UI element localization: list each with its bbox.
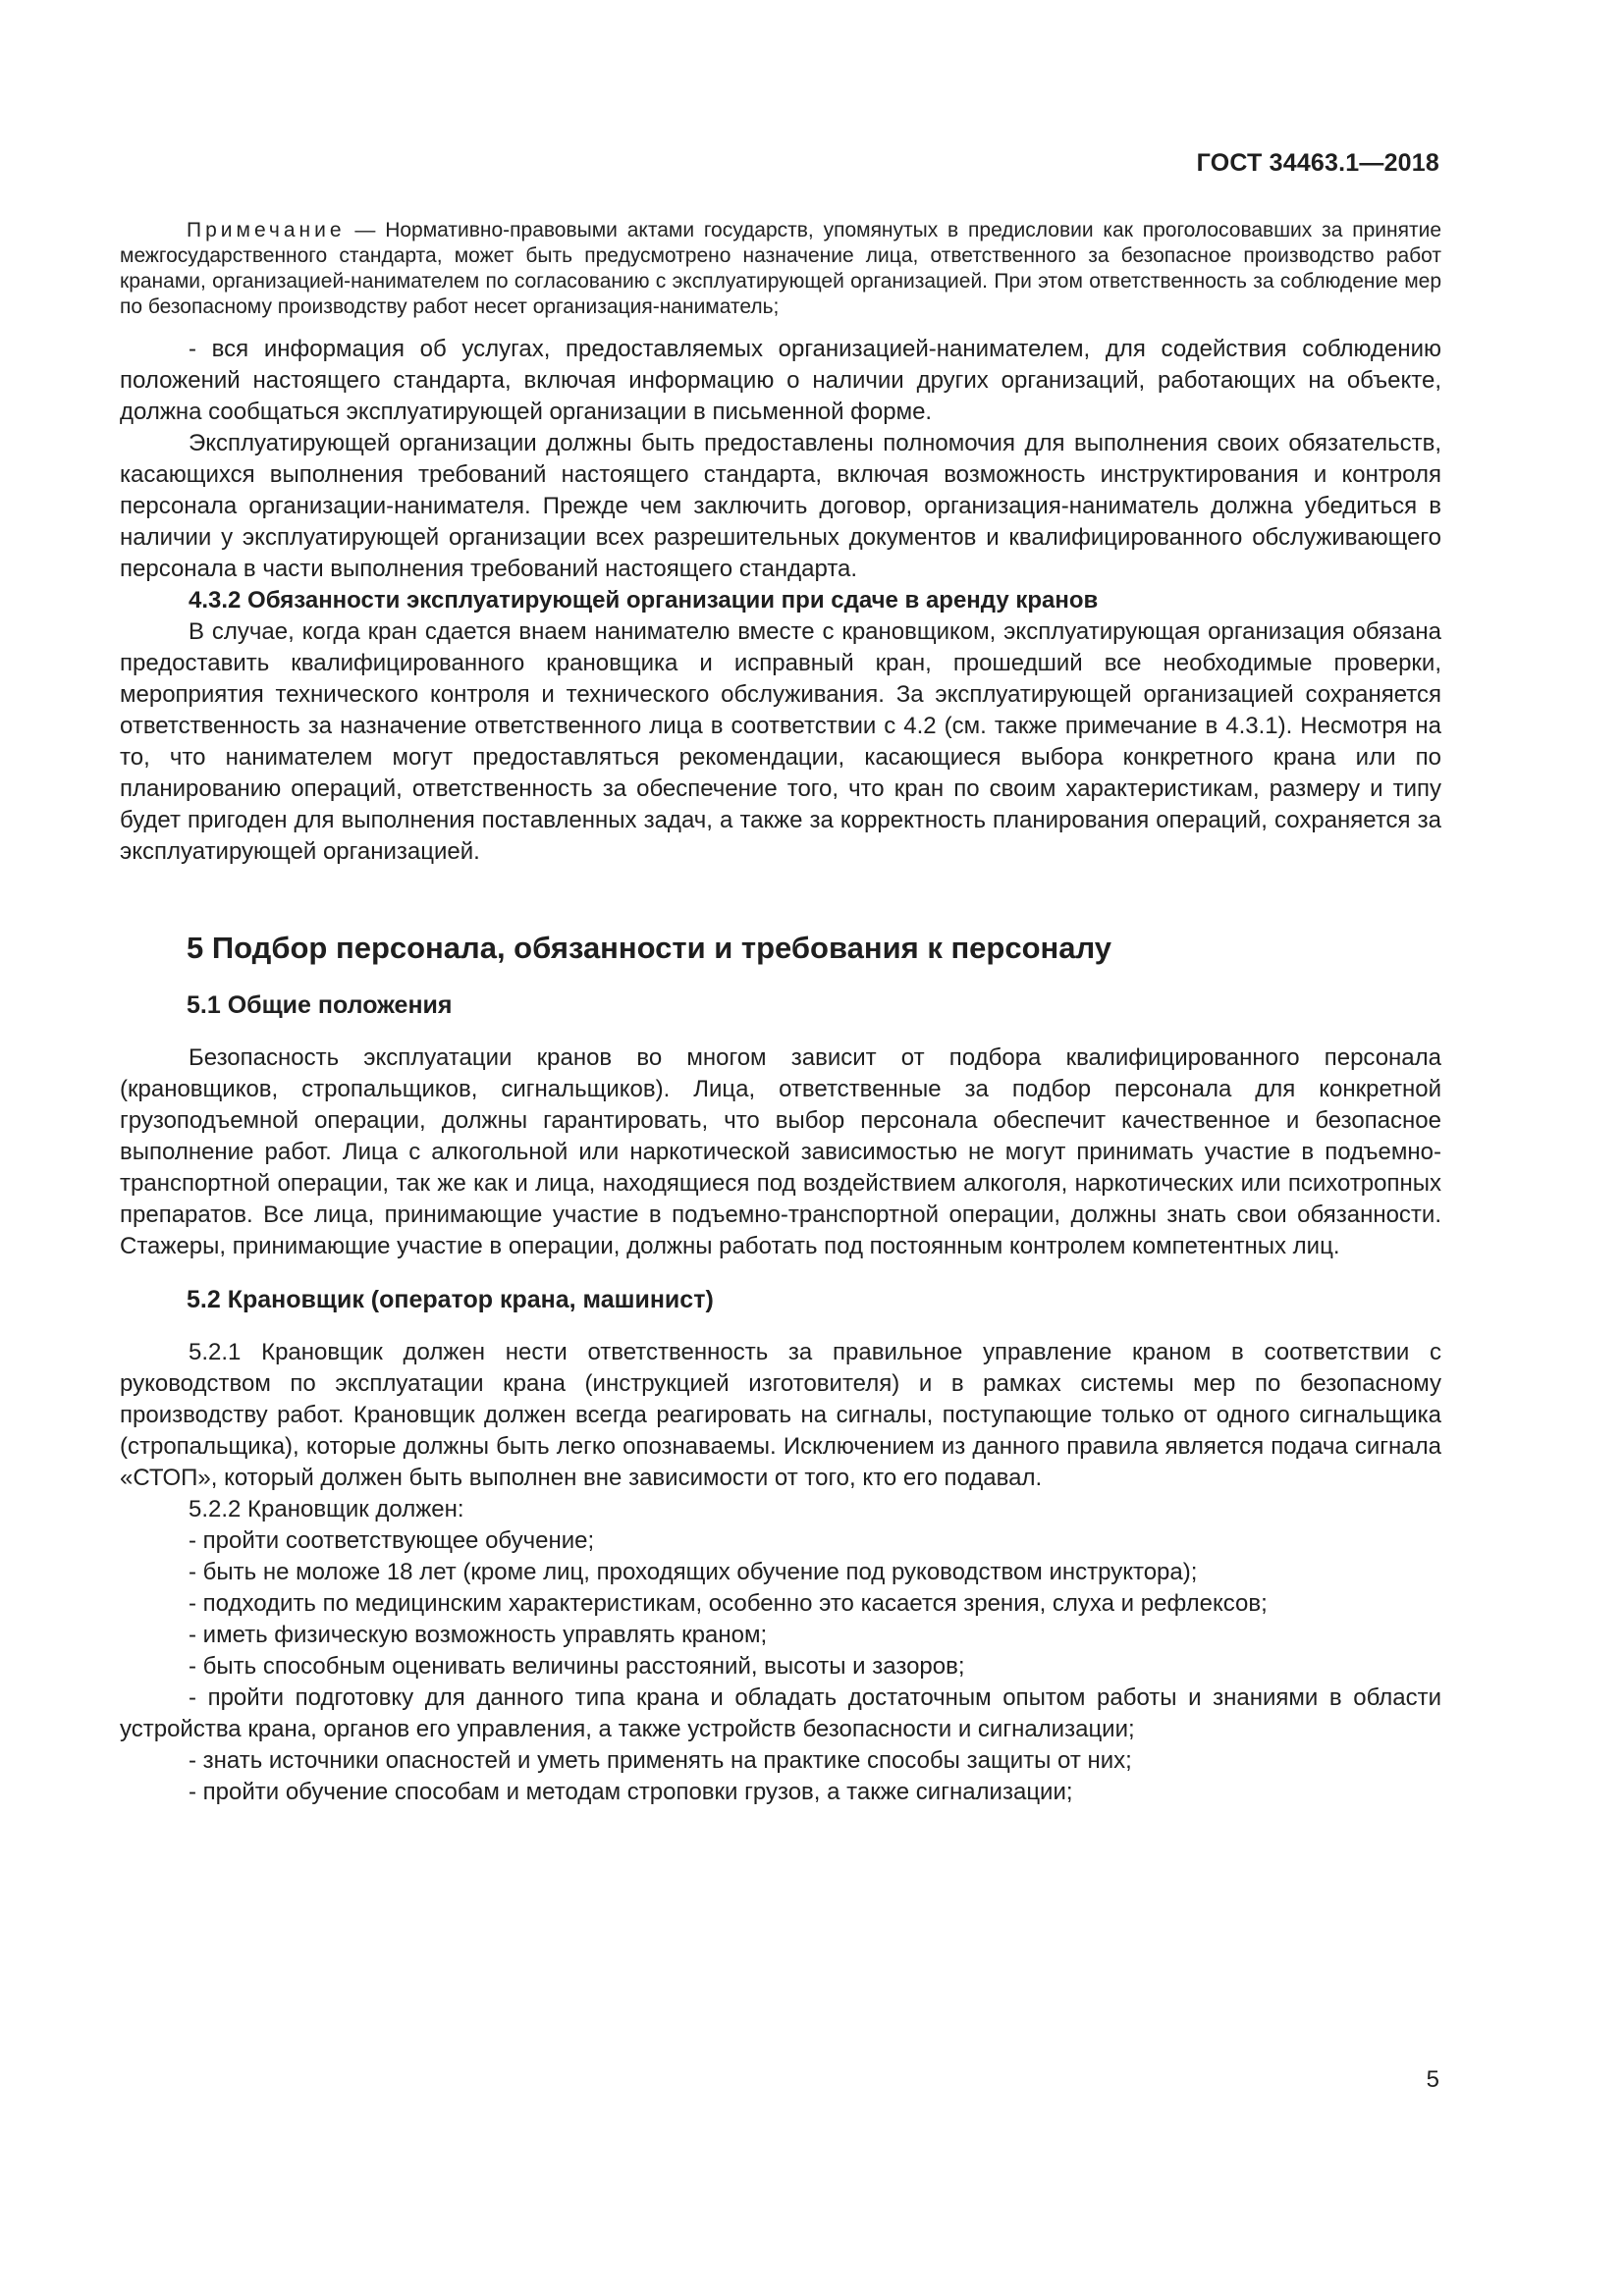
paragraph: 5.2.1 Крановщик должен нести ответственность за правильное управление краном в соответствии с руководством по эксплуатации крана (инструкцией изготовителя) и в рамках системы мер по безопасному производству работ. Крановщик должен всегда реагировать на сигналы, поступающие только от одного сигнальщика (стропальщика), которые должны быть легко опознаваемы. Исключением из данного правила является подача сигнала «СТОП», который должен быть выполнен вне зависимости от того, кто его подавал. bbox=[120, 1339, 1441, 1491]
section-title-5: 5 Подбор персонала, обязанности и требования к персоналу bbox=[187, 931, 1112, 965]
note-label: Примечание bbox=[187, 219, 346, 241]
list-item: - быть способным оценивать величины расстояний, высоты и зазоров; bbox=[189, 1653, 965, 1680]
page-content bbox=[120, 218, 1441, 1808]
standard-number: ГОСТ 34463.1—2018 bbox=[1196, 149, 1439, 177]
list-item: - подходить по медицинским характеристикам, особенно это касается зрения, слуха и рефлексов; bbox=[189, 1590, 1268, 1617]
paragraph: Эксплуатирующей организации должны быть предоставлены полномочия для выполнения своих обязательств, касающихся выполнения требований настоящего стандарта, включая возможность инструктирования и контроля персонала организации-нанимателя. Прежде чем заключить договор, организация-наниматель должна убедиться в наличии у эксплуатирующей организации всех разрешительных документов и квалифицированного обслуживающего персонала в части выполнения требований настоящего стандарта. bbox=[120, 430, 1441, 582]
page-number: 5 bbox=[1426, 2066, 1439, 2093]
list-item: - пройти соответствующее обучение; bbox=[189, 1527, 595, 1554]
subsection-heading-5-1: 5.1 Общие положения bbox=[187, 991, 453, 1019]
paragraph: В случае, когда кран сдается внаем нанимателю вместе с крановщиком, эксплуатирующая организация обязана предоставить квалифицированного крановщика и исправный кран, прошедший все необходимые проверки, мероприятия технического контроля и технического обслуживания. За эксплуатирующей организацией сохраняется ответственность за назначение ответственного лица в соответствии с 4.2 (см. также примечание в 4.3.1). Несмотря на то, что нанимателем могут предоставляться рекомендации, касающиеся выбора конкретного крана или по планированию операций, ответственность за обеспечение того, что кран по своим характеристикам, размеру и типу будет пригоден для выполнения поставленных задач, а также за корректность планирования операций, сохраняется за эксплуатирующей организацией. bbox=[120, 618, 1441, 865]
paragraph: Безопасность эксплуатации кранов во многом зависит от подбора квалифицированного персонала (крановщиков, стропальщиков, сигнальщиков). Лица, ответственные за подбор персонала для конкретной грузоподъемной операции, должны гарантировать, что выбор персонала обеспечит качественное и безопасное выполнение работ. Лица с алкогольной или наркотической зависимостью не могут принимать участие в подъемно-транспортной операции, так же как и лица, находящиеся под воздействием алкоголя, наркотических или психотропных препаратов. Все лица, принимающие участие в подъемно-транспортной операции, должны знать свои обязанности. Стажеры, принимающие участие в операции, должны работать под постоянным контролем компетентных лиц. bbox=[120, 1044, 1441, 1259]
list-item: - иметь физическую возможность управлять краном; bbox=[189, 1622, 768, 1648]
list-item: - знать источники опасностей и уметь применять на практике способы защиты от них; bbox=[189, 1747, 1132, 1774]
paragraph: - вся информация об услугах, предоставляемых организацией-нанимателем, для содействия соблюдению положений настоящего стандарта, включая информацию о наличии других организаций, работающих на объекте, должна сообщаться эксплуатирующей организации в письменной форме. bbox=[120, 336, 1441, 425]
list-item: - пройти обучение способам и методам строповки грузов, а также сигнализации; bbox=[189, 1779, 1073, 1805]
subsection-heading-5-2: 5.2 Крановщик (оператор крана, машинист) bbox=[187, 1286, 714, 1313]
clause-heading-4-3-2: 4.3.2 Обязанности эксплуатирующей организации при сдаче в аренду кранов bbox=[189, 587, 1099, 614]
list-item: - быть не моложе 18 лет (кроме лиц, проходящих обучение под руководством инструктора); bbox=[189, 1559, 1198, 1585]
note-paragraph bbox=[120, 218, 1441, 320]
paragraph: 5.2.2 Крановщик должен: bbox=[189, 1496, 464, 1522]
note-text: — Нормативно-правовыми актами государств, упомянутых в предисловии как проголосовавших за принятие межгосударственного стандарта, может быть предусмотрено назначение лица, ответственного за безопасное производство работ кранами, организацией-нанимателем по согласованию с эксплуатирующей организацией. При этом ответственность за соблюдение мер по безопасному производству работ несет организация-наниматель; bbox=[120, 219, 1441, 318]
list-item: - пройти подготовку для данного типа крана и обладать достаточным опытом работы и знаниями в области устройства крана, органов его управления, а также устройств безопасности и сигнализации; bbox=[120, 1684, 1441, 1742]
